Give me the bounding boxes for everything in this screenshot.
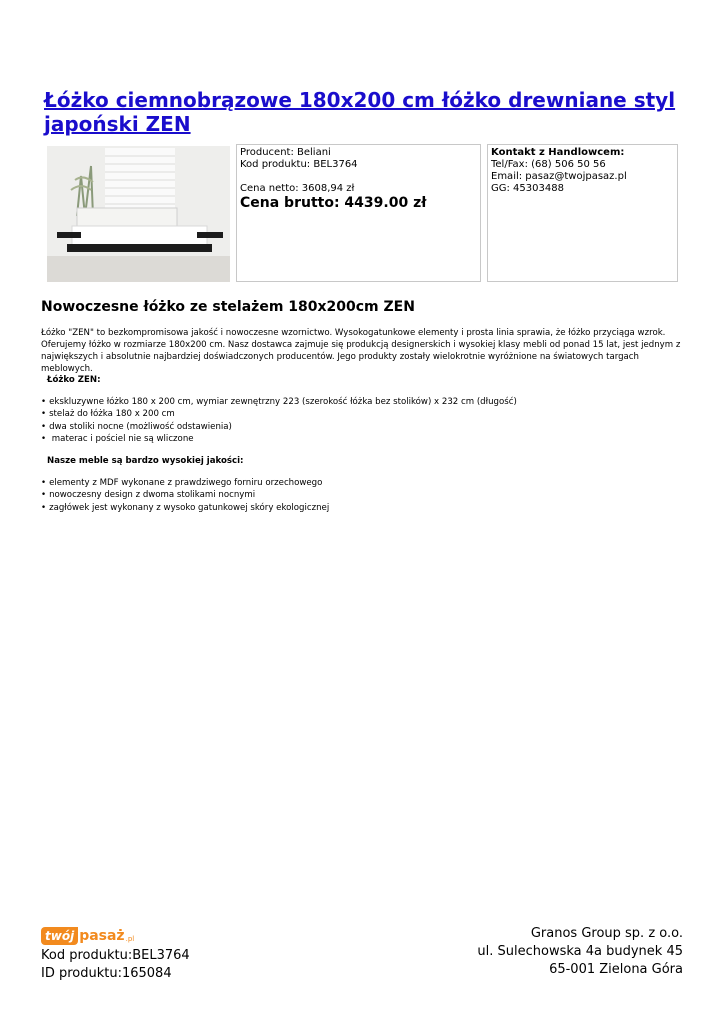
description-heading: Nowoczesne łóżko ze stelażem 180x200cm ZEN — [41, 299, 415, 315]
bed-photo — [47, 146, 230, 282]
footer-product-id: ID produktu:165084 — [41, 966, 172, 981]
logo-word: pasaż — [79, 928, 125, 944]
contact-gg: GG: 45303488 — [491, 183, 564, 194]
list-item: • stelaż do łóżka 180 x 200 cm — [41, 408, 517, 420]
footer-company: Granos Group sp. z o.o. — [530, 926, 683, 941]
price-gross-text: Cena brutto: 4439.00 zł — [240, 195, 427, 211]
list-item: • elementy z MDF wykonane z prawdziwego forniru orzechowego — [41, 477, 329, 489]
price-net-text: Cena netto: 3608,94 zł — [240, 183, 355, 194]
list-item: • dwa stoliki nocne (możliwość odstawienia) — [41, 421, 517, 433]
contact-email: Email: pasaz@twojpasaz.pl — [491, 171, 627, 182]
footer-product-code: Kod produktu:BEL3764 — [41, 948, 190, 963]
contact-heading: Kontakt z Handlowcem: — [491, 147, 625, 158]
contact-box — [487, 144, 678, 282]
list2-heading: Nasze meble są bardzo wysokiej jakości: — [47, 456, 244, 466]
product-info-box — [236, 144, 481, 282]
product-image — [47, 146, 230, 282]
list1-heading: Łóżko ZEN: — [47, 375, 101, 385]
list1 — [41, 396, 517, 445]
list2 — [41, 477, 329, 514]
product-code-text: Kod produktu: BEL3764 — [240, 159, 358, 170]
footer-city: 65-001 Zielona Góra — [549, 962, 683, 977]
logo-badge: twój — [41, 927, 78, 945]
list-item: • zagłówek jest wykonany z wysoko gatunkowej skóry ekologicznej — [41, 502, 329, 514]
footer-product-ids — [41, 947, 190, 983]
list-item: • nowoczesny design z dwoma stolikami nocnymi — [41, 489, 329, 501]
list-item: • materac i pościel nie są wliczone — [41, 433, 517, 445]
footer-company-address — [477, 925, 683, 979]
contact-phone: Tel/Fax: (68) 506 50 56 — [491, 159, 606, 170]
producer-text: Producent: Beliani — [240, 147, 331, 158]
logo-suffix: .pl — [125, 935, 135, 943]
description-paragraph: Łóżko "ZEN" to bezkompromisowa jakość i nowoczesne wzornictwo. Wysokogatunkowe elementy i prosta linia sprawia, że łóżko przyciąga wzrok. Oferujemy łóżko w rozmiarze 180x200 cm. Nasz dostawca zajmuje się produkcją designerskich i wysokiej klasy mebli od ponad 15 lat, jest jednym z największych i absolutnie najbardziej doświadczonych producentów. Jego produkty zostały wielokrotnie wyróżnione na światowych targach meblowych. — [41, 328, 681, 374]
footer-street: ul. Sulechowska 4a budynek 45 — [477, 944, 683, 959]
twojpasaz-logo — [41, 925, 134, 947]
list-item: • ekskluzywne łóżko 180 x 200 cm, wymiar zewnętrzny 223 (szerokość łóżka bez stolików) x 232 cm (długość) — [41, 396, 517, 408]
product-title-link[interactable]: Łóżko ciemnobrązowe 180x200 cm łóżko drewniane styl japoński ZEN — [44, 88, 676, 136]
